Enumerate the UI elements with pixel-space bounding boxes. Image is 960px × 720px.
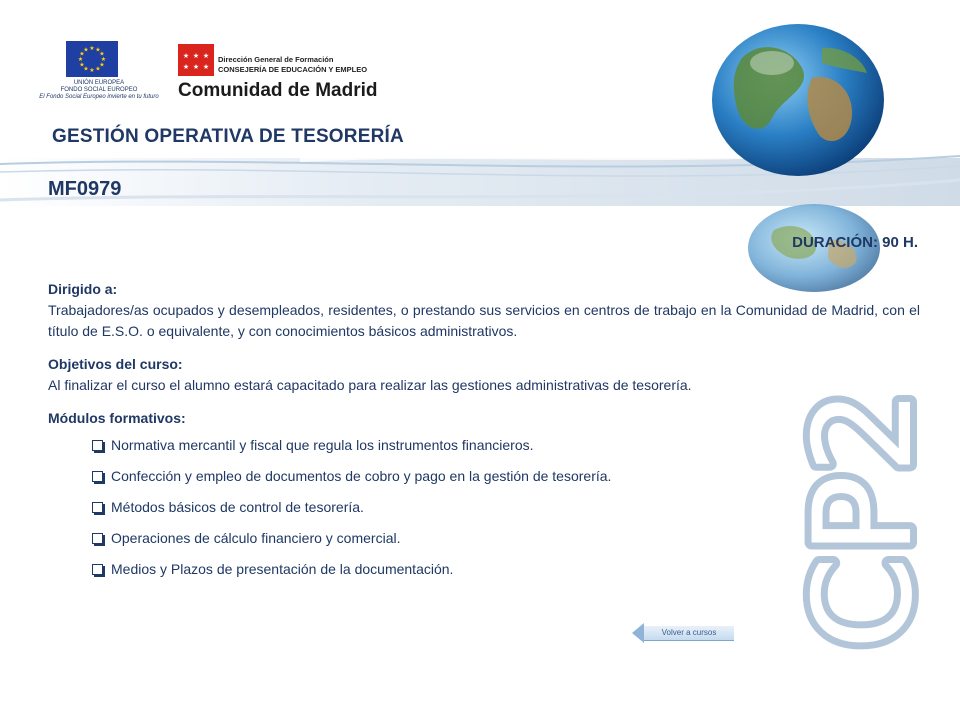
checkbox-bullet-icon bbox=[92, 564, 103, 575]
madrid-logo-subtitle bbox=[218, 55, 367, 75]
list-item bbox=[92, 435, 920, 455]
list-item bbox=[92, 466, 920, 486]
madrid-line1: Dirección General de Formación bbox=[218, 55, 334, 64]
course-duration: DURACIÓN: 90 H. bbox=[792, 234, 918, 251]
svg-text:★: ★ bbox=[79, 50, 85, 58]
madrid-flag-logo bbox=[178, 44, 214, 76]
svg-text:★: ★ bbox=[89, 45, 95, 52]
course-code: MF0979 bbox=[48, 178, 122, 200]
svg-text:★: ★ bbox=[77, 56, 84, 63]
svg-text:★: ★ bbox=[83, 65, 89, 73]
svg-text:★: ★ bbox=[99, 50, 105, 58]
svg-text:★: ★ bbox=[192, 52, 200, 60]
svg-text:★: ★ bbox=[192, 63, 200, 71]
checkbox-bullet-icon bbox=[92, 440, 103, 451]
module-label: Métodos básicos de control de tesorería. bbox=[111, 499, 364, 515]
modules-list bbox=[92, 435, 920, 579]
objetivos-heading: Objetivos del curso: bbox=[48, 356, 183, 372]
svg-text:★: ★ bbox=[100, 56, 107, 63]
svg-text:★: ★ bbox=[79, 61, 85, 69]
checkbox-bullet-icon bbox=[92, 502, 103, 513]
module-label: Medios y Plazos de presentación de la documentación. bbox=[111, 561, 454, 577]
module-label: Operaciones de cálculo financiero y comercial. bbox=[111, 530, 401, 546]
eu-logo-text bbox=[34, 80, 164, 101]
madrid-stars-icon bbox=[178, 44, 214, 76]
svg-text:★: ★ bbox=[89, 67, 95, 74]
svg-text:★: ★ bbox=[202, 52, 210, 60]
madrid-line2: CONSEJERÍA DE EDUCACIÓN Y EMPLEO bbox=[218, 65, 368, 74]
eu-flag-logo bbox=[66, 41, 118, 77]
svg-text:★: ★ bbox=[99, 61, 105, 69]
course-title: GESTIÓN OPERATIVA DE TESORERÍA bbox=[52, 126, 404, 147]
svg-text:★: ★ bbox=[95, 65, 101, 73]
eu-line1: UNIÓN EUROPEA bbox=[73, 80, 125, 86]
eu-line3: El Fondo Social Europeo invierte en tu futuro bbox=[39, 94, 159, 100]
list-item bbox=[92, 528, 920, 548]
list-item bbox=[92, 497, 920, 517]
objetivos-text: Al finalizar el curso el alumno estará capacitado para realizar las gestiones administrativas de tesorería. bbox=[48, 377, 692, 393]
globe-image bbox=[702, 18, 890, 178]
eu-stars-icon bbox=[66, 41, 118, 77]
dirigido-heading: Dirigido a: bbox=[48, 281, 118, 297]
svg-text:★: ★ bbox=[83, 46, 89, 54]
course-details bbox=[48, 279, 920, 590]
list-item bbox=[92, 559, 920, 579]
back-arrow-icon bbox=[632, 623, 644, 643]
svg-text:★: ★ bbox=[95, 46, 101, 54]
svg-text:★: ★ bbox=[182, 63, 190, 71]
cp2-watermark-text: CP2 bbox=[785, 388, 942, 650]
checkbox-bullet-icon bbox=[92, 471, 103, 482]
back-to-courses-button[interactable] bbox=[632, 623, 734, 643]
svg-text:★: ★ bbox=[182, 52, 190, 60]
module-label: Confección y empleo de documentos de cobro y pago en la gestión de tesorería. bbox=[111, 468, 612, 484]
svg-text:★: ★ bbox=[202, 63, 210, 71]
back-button-label: Volver a cursos bbox=[644, 626, 734, 641]
dirigido-text: Trabajadores/as ocupados y desempleados, residentes, o prestando sus servicios en centros de trabajo en la Comunidad de Madrid, con el título de E.S.O. o equivalente, y con conocimientos básicos administrativos. bbox=[48, 302, 920, 339]
eu-line2: FONDO SOCIAL EUROPEO bbox=[60, 87, 138, 93]
modulos-heading: Módulos formativos: bbox=[48, 410, 186, 426]
madrid-logo-name: Comunidad de Madrid bbox=[178, 80, 378, 101]
module-label: Normativa mercantil y fiscal que regula los instrumentos financieros. bbox=[111, 437, 534, 453]
checkbox-bullet-icon bbox=[92, 533, 103, 544]
